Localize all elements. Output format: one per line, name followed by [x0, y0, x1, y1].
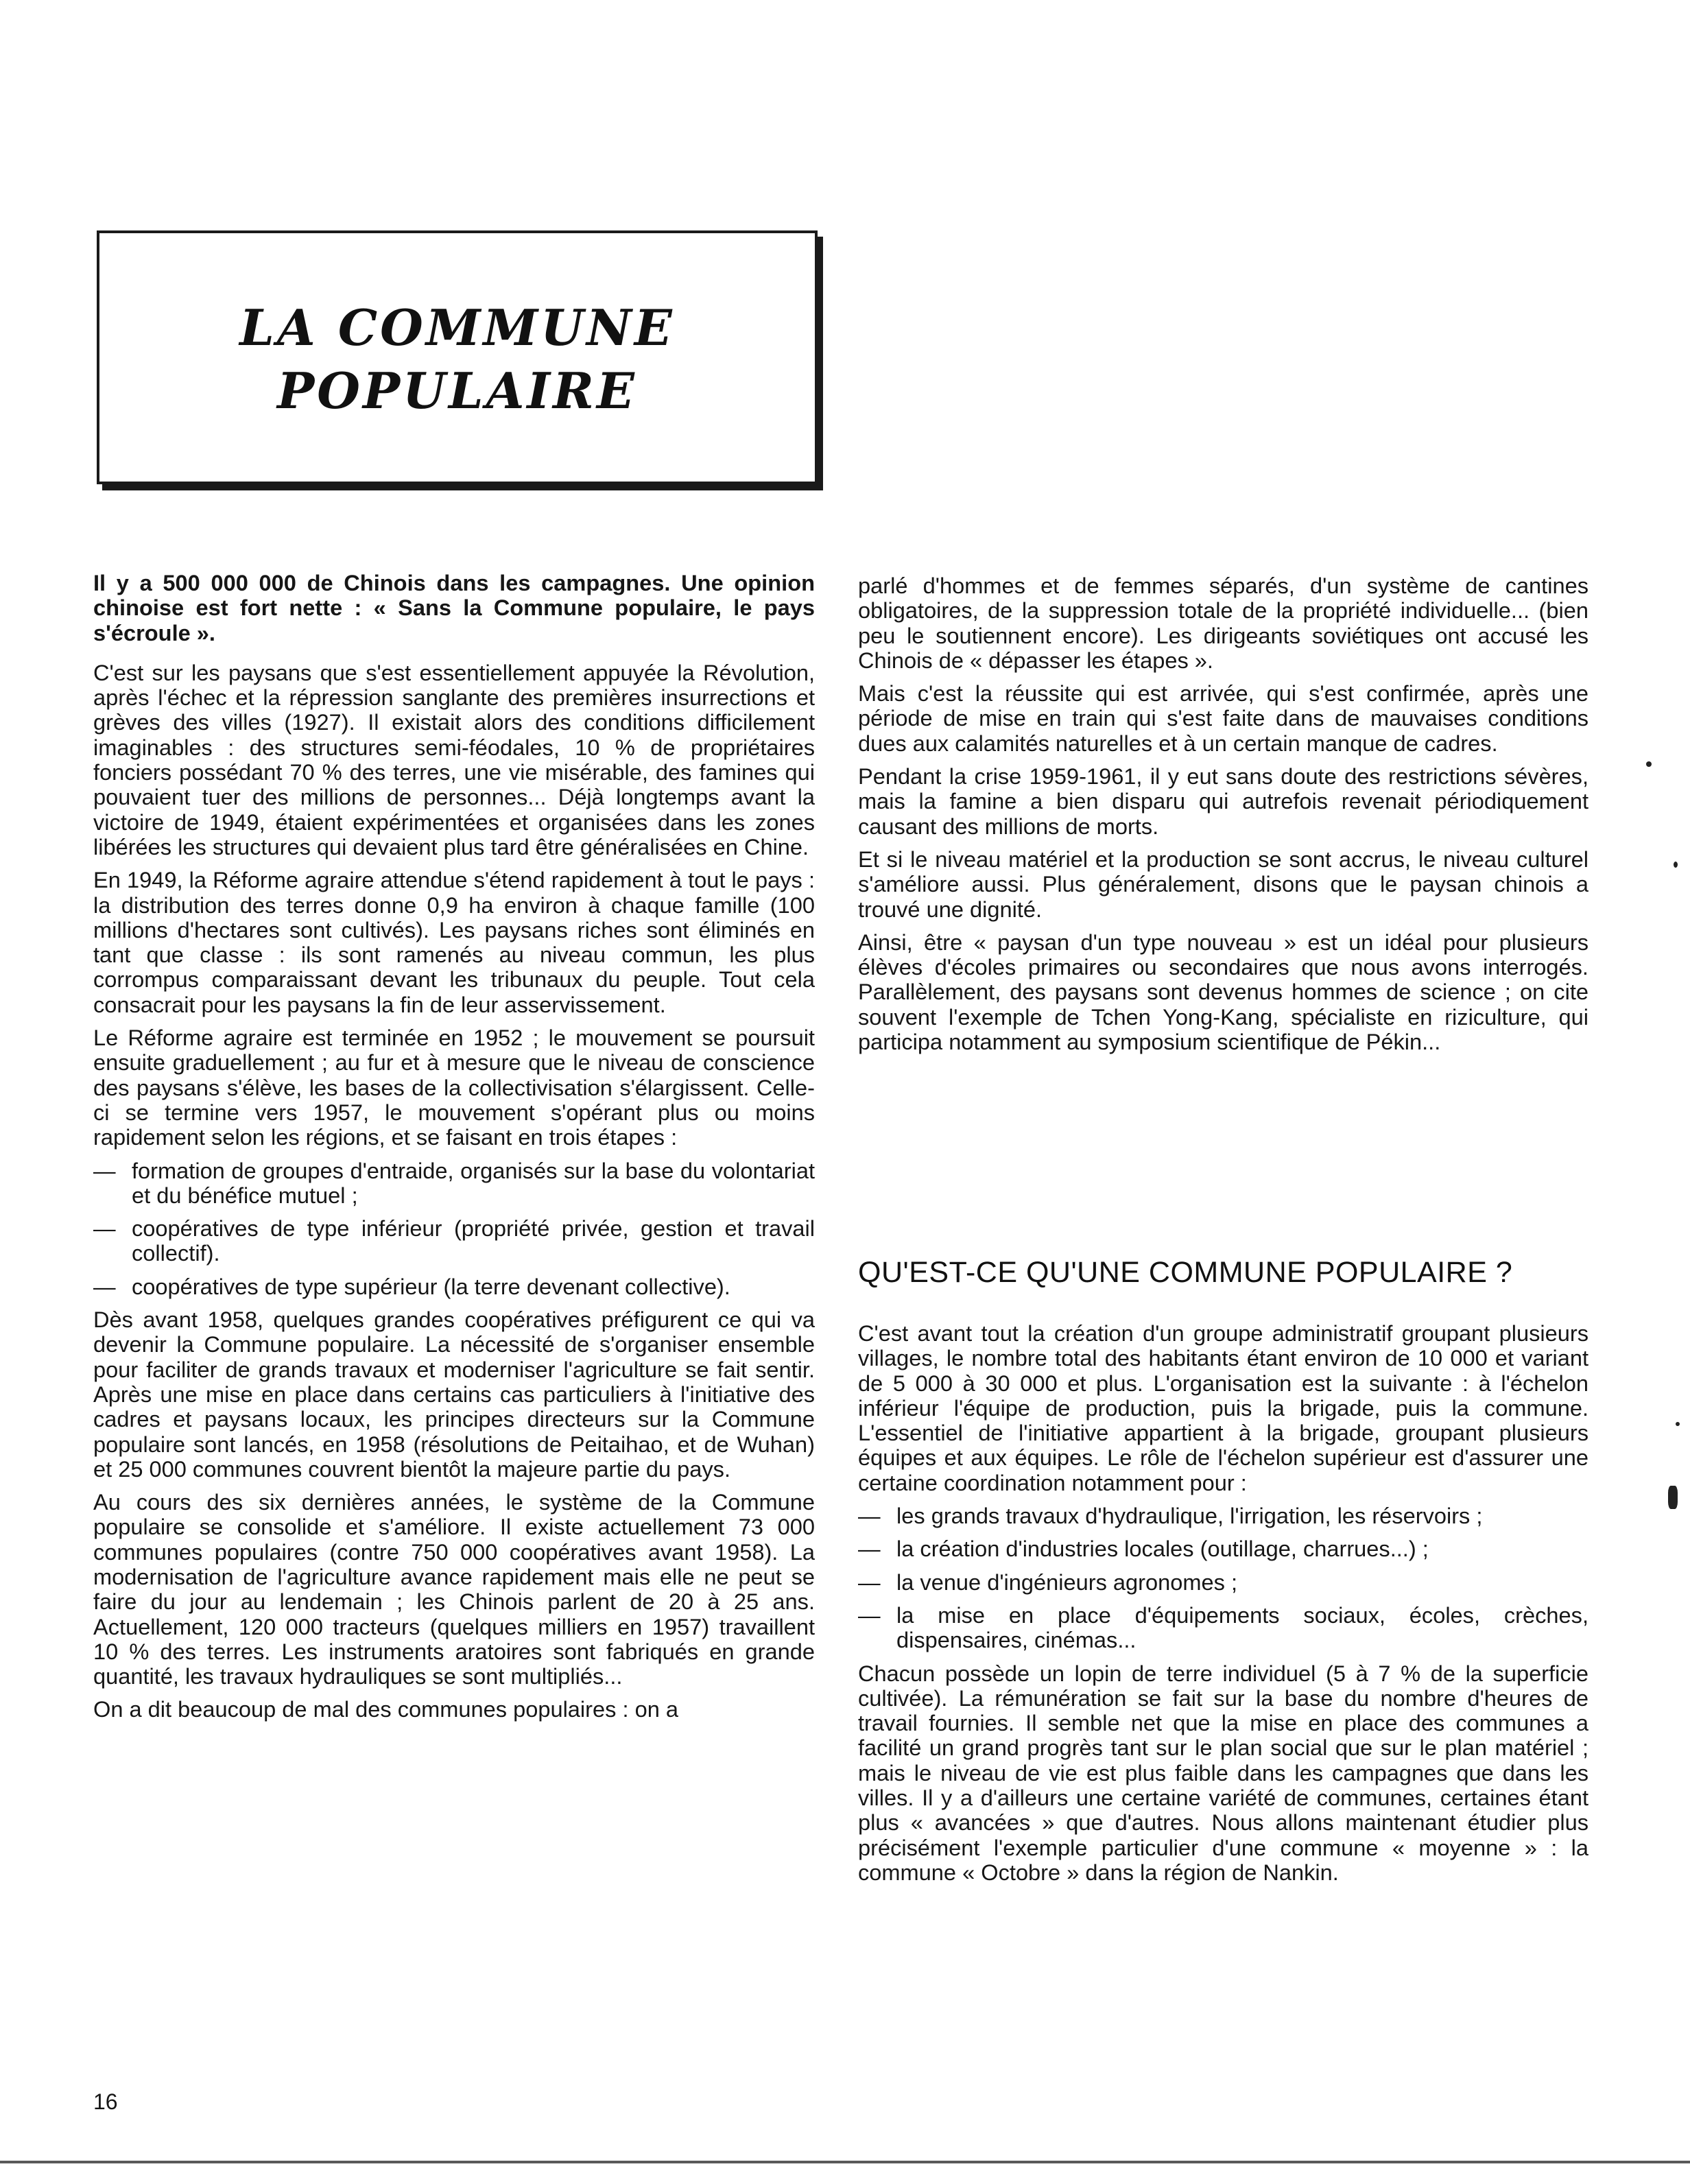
- paragraph: Dès avant 1958, quelques grandes coopératives préfigurent ce qui va devenir la Commune populaire. La nécessité de s'organiser ensemble pour faciliter de grands travaux et moderniser l'agriculture se fait sentir. Après une mise en place dans certains cas particuliers à l'initiative des cadres et paysans locaux, les principes directeurs sur la Commune populaire sont lancés, en 1958 (résolutions de Peitaihao, et de Wuhan) et 25 000 communes couvrent bientôt la majeure partie du pays.: [93, 1307, 815, 1482]
- paragraph: Chacun possède un lopin de terre individuel (5 à 7 % de la superficie cultivée). La rémunération se fait sur la base du nombre d'heures de travail fournies. Il semble net que la mise en place des communes a facilité un grand progrès tant sur le plan social que sur le plan matériel ; mais le niveau de vie est plus faible dans les campagnes que dans les villes. Il y a d'ailleurs une certaine variété de communes, certaines étant plus « avancées » que d'autres. Nous allons maintenant étudier plus précisément l'exemple particulier d'une commune « moyenne » : la commune « Octobre » dans la région de Nankin.: [858, 1660, 1588, 1885]
- section-heading: QU'EST-CE QU'UNE COMMUNE POPULAIRE ?: [858, 1256, 1513, 1289]
- paragraph: Le Réforme agraire est terminée en 1952 ; le mouvement se poursuit ensuite graduellement ; au fur et à mesure que le niveau de conscience des paysans s'élève, les bases de la collectivisation s'élargissent. Celle-ci se termine vers 1957, le mouvement s'opérant plus ou moins rapidement selon les régions, et se faisant en trois étapes :: [93, 1025, 815, 1150]
- scan-speck: [1674, 862, 1678, 868]
- list-item: — coopératives de type inférieur (propriété privée, gestion et travail collectif).: [93, 1216, 815, 1266]
- paragraph: Au cours des six dernières années, le système de la Commune populaire se consolide et s'améliore. Il existe actuellement 73 000 communes populaires (contre 750 000 coopératives avant 1958). La modernisation de l'agriculture avance rapidement mais elle ne peut se faire du jour au lendemain ; les Chinois parlent de 20 à 25 ans. Actuellement, 120 000 tracteurs (quelques milliers en 1957) travaillent 10 % des terres. Les instruments aratoires sont fabriqués en grande quantité, les travaux hydrauliques se sont multipliés...: [93, 1489, 815, 1689]
- list-item: — les grands travaux d'hydraulique, l'irrigation, les réservoirs ;: [858, 1504, 1588, 1528]
- title-line-1: LA COMMUNE: [239, 298, 675, 357]
- scan-speck: [1646, 761, 1652, 767]
- left-column: [93, 571, 815, 1731]
- paragraph: Pendant la crise 1959-1961, il y eut sans doute des restrictions sévères, mais la famine a bien disparu qui autrefois revenait périodiquement causant des millions de morts.: [858, 763, 1588, 839]
- lede-paragraph: Il y a 500 000 000 de Chinois dans les campagnes. Une opinion chinoise est fort nette : « Sans la Commune populaire, le pays s'écroule ».: [93, 570, 815, 645]
- paragraph: Mais c'est la réussite qui est arrivée, qui s'est confirmée, après une période de mise en train qui s'est faite dans de mauvaises conditions dues aux calamités naturelles et à un certain manque de cadres.: [858, 680, 1588, 756]
- title-line-2: POPULAIRE: [277, 361, 637, 420]
- paragraph: On a dit beaucoup de mal des communes populaires : on a: [93, 1696, 678, 1722]
- bottom-rule: [0, 2161, 1690, 2163]
- list-item: — la venue d'ingénieurs agronomes ;: [858, 1570, 1588, 1595]
- paragraph: C'est sur les paysans que s'est essentiellement appuyée la Révolution, après l'échec et la répression sanglante des premières insurrections et grèves des villes (1927). Il existait alors des conditions difficilement imaginables : des structures semi-féodales, 10 % de propriétaires fonciers possédant 70 % des terres, une vie misérable, des famines qui pouvaient tuer des millions de personnes... Déjà longtemps avant la victoire de 1949, étaient expérimentées et organisées dans les zones libérées les structures qui devaient plus tard être généralisées en Chine.: [93, 659, 815, 859]
- list-item: — la création d'industries locales (outillage, charrues...) ;: [858, 1536, 1588, 1561]
- paragraph: Ainsi, être « paysan d'un type nouveau » est un idéal pour plusieurs élèves d'écoles primaires ou secondaires que nous avons interrogés. Parallèlement, des paysans sont devenus hommes de science ; on cite souvent l'exemple de Tchen Yong-Kang, spécialiste en riziculture, qui participa notamment au symposium scientifique de Pékin...: [858, 929, 1588, 1055]
- title-box: [97, 230, 818, 484]
- right-column-bottom: [858, 1321, 1588, 1893]
- paragraph: Et si le niveau matériel et la production se sont accrus, le niveau culturel s'améliore aussi. Plus généralement, disons que le paysan chinois a trouvé une dignité.: [858, 846, 1588, 922]
- paragraph: En 1949, la Réforme agraire attendue s'étend rapidement à tout le pays : la distribution des terres donne 0,9 ha environ à chaque famille (100 millions d'hectares sont cultivés). Les paysans riches sont éliminés en tant que classe : ils sont ramenés au niveau commun, les plus corrompus comparaissant devant les tribunaux du peuple. Tout cela consacrait pour les paysans la fin de leur asservissement.: [93, 867, 815, 1017]
- scan-speck: [1668, 1486, 1678, 1509]
- right-column-top: [858, 573, 1588, 1063]
- list-item: — la mise en place d'équipements sociaux, écoles, crèches, dispensaires, cinémas...: [858, 1603, 1588, 1653]
- paragraph: parlé d'hommes et de femmes séparés, d'un système de cantines obligatoires, de la suppression totale de la propriété individuelle... (bien peu le soutiennent encore). Les dirigeants soviétiques ont accusé les Chinois de « dépasser les étapes ».: [858, 573, 1588, 673]
- scan-speck: [1676, 1422, 1680, 1426]
- list-item: — formation de groupes d'entraide, organisés sur la base du volontariat et du bénéfice mutuel ;: [93, 1159, 815, 1209]
- paragraph: C'est avant tout la création d'un groupe administratif groupant plusieurs villages, le nombre total des habitants étant environ de 10 000 et variant de 5 000 à 30 000 et plus. L'organisation est la suivante : à l'échelon inférieur l'équipe de production, puis la brigade, puis la commune. L'essentiel de l'initiative appartient à la brigade, groupant plusieurs équipes et aux équipes. Le rôle de l'échelon supérieur est d'assurer une certaine coordination notamment pour :: [858, 1320, 1588, 1495]
- page-title: [99, 296, 815, 423]
- list-item: — coopératives de type supérieur (la terre devenant collective).: [93, 1274, 815, 1299]
- page-number: 16: [93, 2089, 118, 2114]
